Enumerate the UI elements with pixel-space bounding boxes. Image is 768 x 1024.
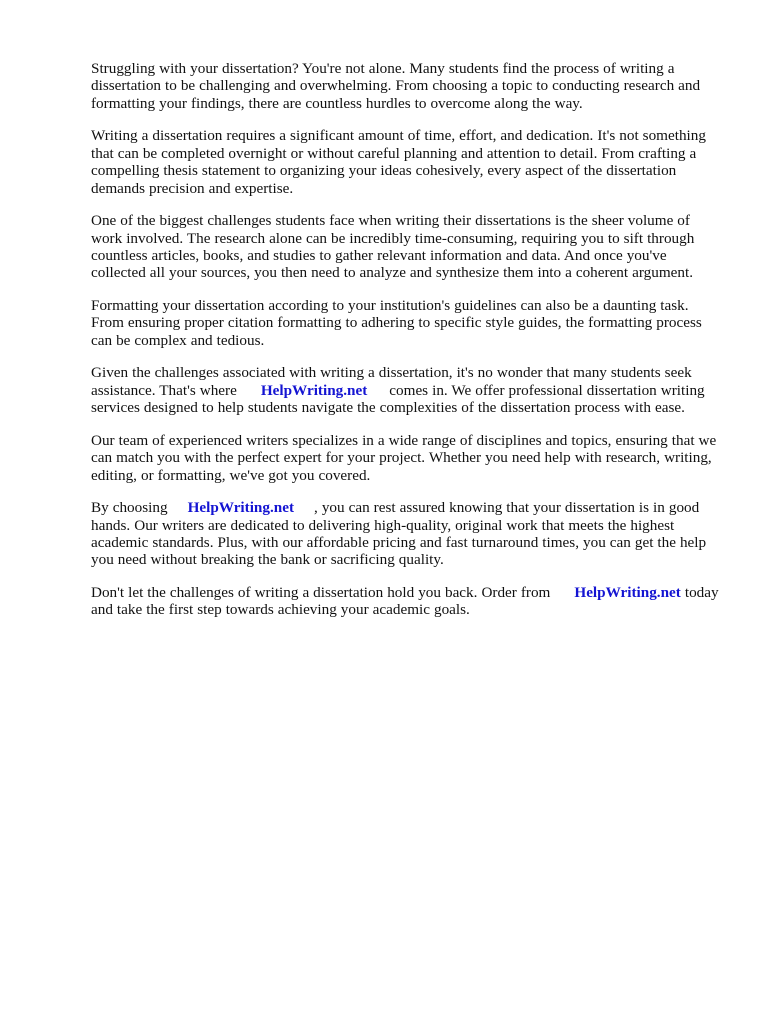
paragraph-5: [91, 364, 721, 416]
paragraph-6: Our team of experienced writers specializes in a wide range of disciplines and topics, ensuring that we can match you with the perfect expert for your project. Whether you need help with research, writing, editing, or formatting, we've got you covered.: [91, 431, 717, 484]
paragraph-8: [91, 584, 721, 619]
helpwriting-link[interactable]: HelpWriting.net: [574, 584, 681, 602]
helpwriting-link[interactable]: HelpWriting.net: [187, 499, 295, 517]
paragraph-4: Formatting your dissertation according to your institution's guidelines can also be a daunting task. From ensuring proper citation formatting to adhering to specific style guides, the formatting process can be complex and tedious.: [91, 297, 702, 349]
paragraph-1: Struggling with your dissertation? You're not alone. Many students find the process of writing a dissertation to be challenging and overwhelming. From choosing a topic to conducting research and formatting your findings, there are countless hurdles to overcome along the way.: [91, 60, 701, 112]
paragraph-5-text-after: comes in. We offer professional dissertation writing services designed to help students navigate the complexities of the dissertation process with ease.: [91, 381, 705, 417]
paragraph-5-text-before: Given the challenges associated with writing a dissertation, it's no wonder that many students seek assistance. That's where: [91, 364, 692, 399]
paragraph-7: [91, 499, 721, 569]
paragraph-7-text-after: , you can rest assured knowing that your dissertation is in good hands. Our writers are dedicated to delivering high-quality, original work that meets the highest academic standards. Plus, with our affordable pricing and fast turnaround times, you can get the help you need without breaking the bank or sacrificing quality.: [91, 499, 707, 569]
paragraph-7-text-before: By choosing: [91, 499, 168, 517]
paragraph-8-text-before: Don't let the challenges of writing a dissertation hold you back. Order from: [91, 584, 551, 602]
document-body: [91, 60, 721, 634]
paragraph-3: One of the biggest challenges students face when writing their dissertations is the sheer volume of work involved. The research alone can be incredibly time-consuming, requiring you to sift through countless articles, books, and studies to gather relevant information and data. And once you've collected all your sources, you then need to analyze and synthesize them into a coherent argument.: [91, 212, 695, 282]
paragraph-2: Writing a dissertation requires a significant amount of time, effort, and dedication. It's not something that can be completed overnight or without careful planning and attention to detail. From crafting a compelling thesis statement to organizing your ideas cohesively, every aspect of the dissertation demands precision and expertise.: [91, 127, 706, 197]
paragraph-8-text-after: today and take the first step towards achieving your academic goals.: [91, 584, 719, 619]
helpwriting-link[interactable]: HelpWriting.net: [260, 381, 368, 399]
